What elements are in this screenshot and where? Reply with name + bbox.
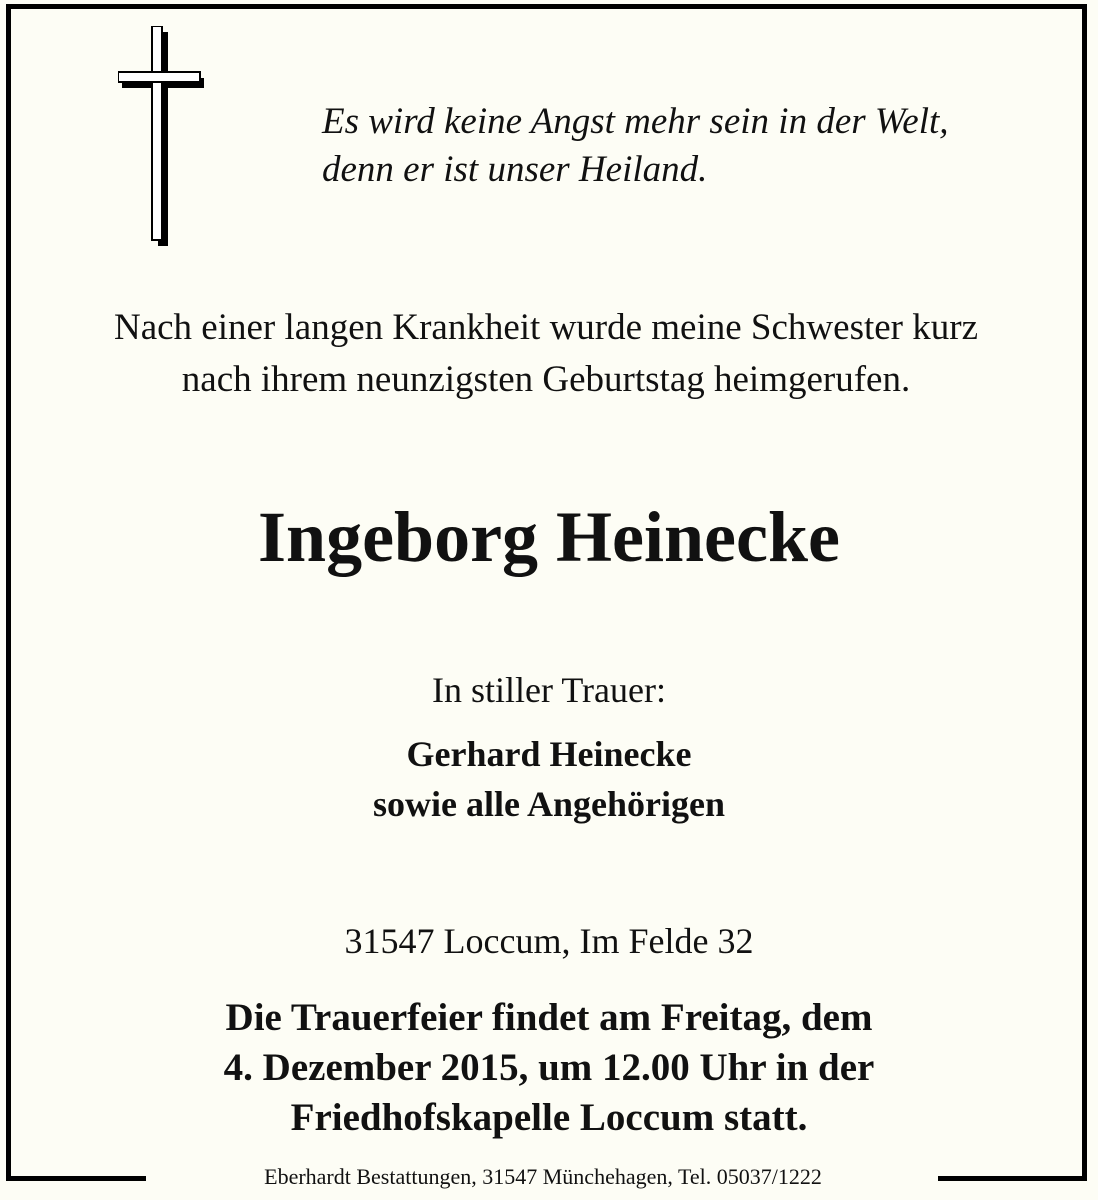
intro-line-1: Nach einer langen Krankheit wurde meine Schwester kurz xyxy=(113,307,978,348)
ceremony-line-3: Friedhofskapelle Loccum statt. xyxy=(290,1096,808,1139)
mourning-label: In stiller Trauer: xyxy=(432,670,666,710)
bible-verse xyxy=(322,98,1062,194)
funeral-service-info xyxy=(0,993,1098,1143)
ceremony-line-2: 4. Dezember 2015, um 12.00 Uhr in der xyxy=(223,1046,875,1089)
bible-verse-line-2: denn er ist unser Heiland. xyxy=(322,149,708,190)
undertaker-footer: Eberhardt Bestattungen, 31547 Münchehagen, Tel. 05037/1222 xyxy=(264,1164,822,1189)
mourner-name: Gerhard Heinecke xyxy=(406,734,692,774)
cross-icon xyxy=(118,26,204,246)
intro-text xyxy=(0,302,1092,406)
deceased-name: Ingeborg Heinecke xyxy=(258,497,840,577)
ceremony-line-1: Die Trauerfeier findet am Freitag, dem xyxy=(225,996,873,1039)
mourners-list xyxy=(0,729,1098,829)
bible-verse-line-1: Es wird keine Angst mehr sein in der Welt, xyxy=(322,101,949,142)
family-address: 31547 Loccum, Im Felde 32 xyxy=(344,921,754,961)
intro-line-2: nach ihrem neunzigsten Geburtstag heimgerufen. xyxy=(181,359,911,400)
mourner-relatives: sowie alle Angehörigen xyxy=(373,784,725,824)
